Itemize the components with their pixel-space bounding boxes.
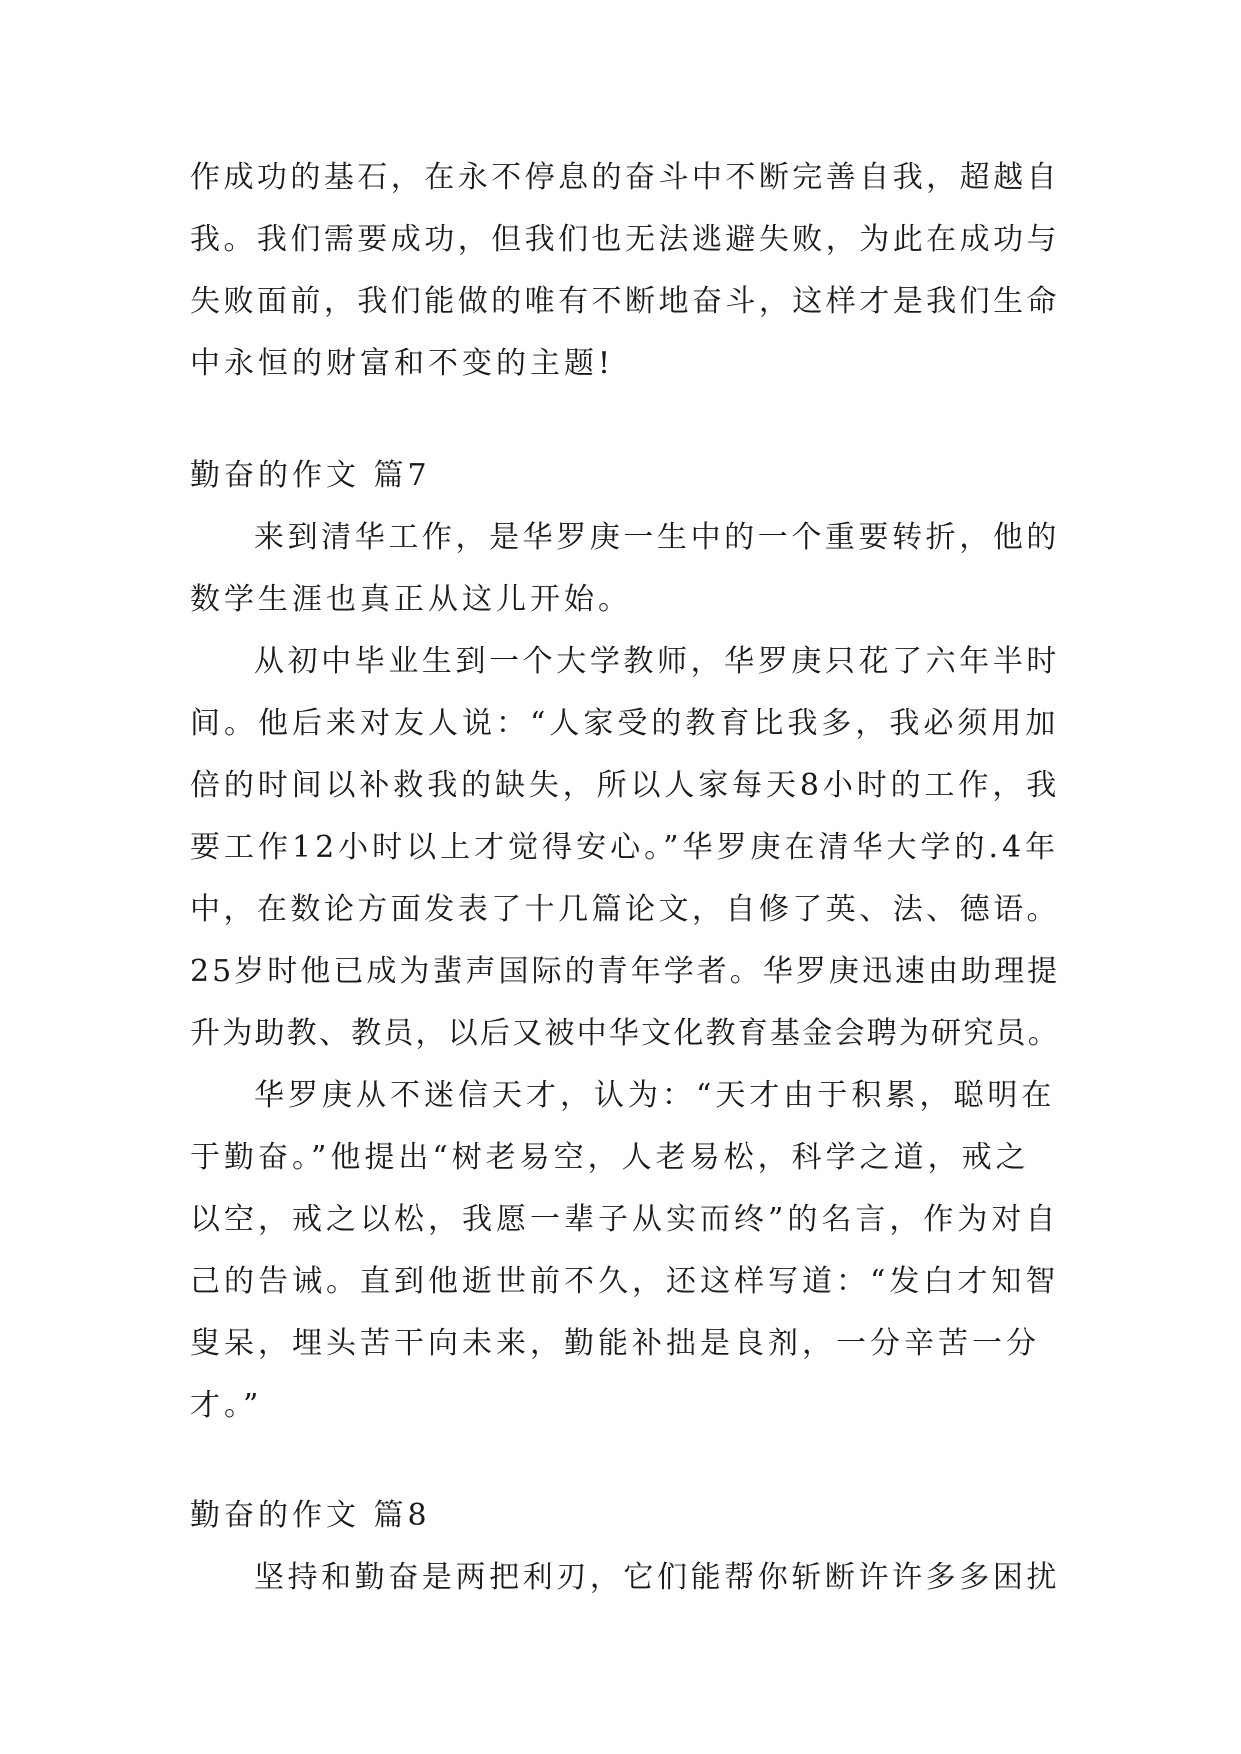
paragraph-line: 才。” [190,1388,263,1423]
paragraph-line: 于勤奋。”他提出“树老易空，人老易松，科学之道，戒之 [190,1140,1030,1175]
paragraph-line: 作成功的基石，在永不停息的奋斗中不断完善自我，超越自 [190,160,1060,195]
paragraph-line: 我。我们需要成功，但我们也无法逃避失败，为此在成功与 [190,222,1060,257]
paragraph-line: 间。他后来对友人说：“人家受的教育比我多，我必须用加 [190,706,1060,741]
paragraph-line: 要工作12小时以上才觉得安心。”华罗庚在清华大学的.4年 [190,830,1060,865]
paragraph-line: 己的告诫。直到他逝世前不久，还这样写道：“发白才知智 [190,1264,1060,1299]
section-heading: 勤奋的作文 篇7 [190,458,431,493]
paragraph-line: 升为助教、教员，以后又被中华文化教育基金会聘为研究员。 [190,1016,1060,1051]
paragraph-line: 坚持和勤奋是两把利刃，它们能帮你斩断许许多多困扰 [254,1560,1060,1595]
paragraph-line: 数学生涯也真正从这儿开始。 [190,582,632,617]
paragraph-line: 倍的时间以补救我的缺失，所以人家每天8小时的工作，我 [190,768,1061,803]
paragraph-line: 中永恒的财富和不变的主题! [190,346,615,381]
paragraph-line: 以空，戒之以松，我愿一辈子从实而终”的名言，作为对自 [190,1202,1060,1237]
section-heading: 勤奋的作文 篇8 [190,1498,431,1533]
paragraph-line: 中，在数论方面发表了十几篇论文，自修了英、法、德语。 [190,892,1060,927]
paragraph-line: 来到清华工作，是华罗庚一生中的一个重要转折，他的 [254,520,1060,555]
paragraph-line: 25岁时他已成为蜚声国际的青年学者。华罗庚迅速由助理提 [190,954,1061,989]
paragraph-line: 从初中毕业生到一个大学教师，华罗庚只花了六年半时 [254,644,1060,679]
paragraph-line: 失败面前，我们能做的唯有不断地奋斗，这样才是我们生命 [190,284,1060,319]
paragraph-line: 华罗庚从不迷信天才，认为：“天才由于积累，聪明在 [254,1078,1056,1113]
paragraph-line: 叟呆，埋头苦干向未来，勤能补拙是良剂，一分辛苦一分 [190,1326,1040,1361]
